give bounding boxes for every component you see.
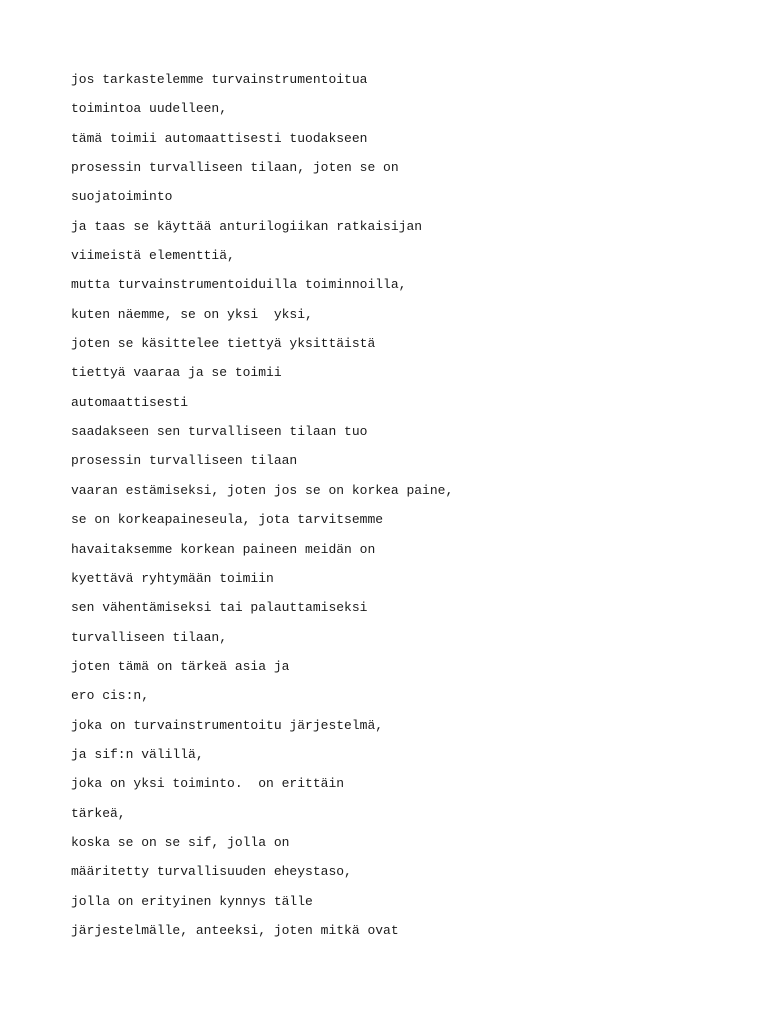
text-line: järjestelmälle, anteeksi, joten mitkä ovat xyxy=(71,922,399,938)
text-line: kyettävä ryhtymään toimiin xyxy=(71,570,274,586)
text-line: havaitaksemme korkean paineen meidän on xyxy=(71,541,376,557)
text-line: se on korkeapaineseula, jota tarvitsemme xyxy=(71,512,384,528)
text-line: määritetty turvallisuuden eheystaso, xyxy=(71,864,352,880)
text-line: prosessin turvalliseen tilaan, joten se on xyxy=(71,160,399,176)
text-line: tämä toimii automaattisesti tuodakseen xyxy=(71,130,368,146)
text-line: vaaran estämiseksi, joten jos se on korkea paine, xyxy=(71,482,454,498)
text-line: kuten näemme, se on yksi yksi, xyxy=(71,306,313,322)
text-line: saadakseen sen turvalliseen tilaan tuo xyxy=(71,424,368,440)
text-line: automaattisesti xyxy=(71,394,189,410)
text-line: jos tarkastelemme turvainstrumentoitua xyxy=(71,72,368,87)
text-line: viimeistä elementtiä, xyxy=(71,248,235,264)
text-line: jolla on erityinen kynnys tälle xyxy=(71,893,313,909)
text-line: koska se on se sif, jolla on xyxy=(71,834,290,850)
text-line: joka on turvainstrumentoitu järjestelmä, xyxy=(71,717,384,733)
text-line: mutta turvainstrumentoiduilla toiminnoilla, xyxy=(71,277,407,293)
text-line: tiettyä vaaraa ja se toimii xyxy=(71,365,282,381)
text-line: tärkeä, xyxy=(71,805,126,821)
text-line: prosessin turvalliseen tilaan xyxy=(71,453,298,469)
text-line: suojatoiminto xyxy=(71,189,173,205)
text-line: joka on yksi toiminto. on erittäin xyxy=(71,776,345,792)
text-line: joten tämä on tärkeä asia ja xyxy=(71,658,290,674)
text-line: ja taas se käyttää anturilogiikan ratkaisijan xyxy=(71,218,423,234)
text-line: toimintoa uudelleen, xyxy=(71,101,228,117)
text-line: ja sif:n välillä, xyxy=(71,746,204,762)
text-line: turvalliseen tilaan, xyxy=(71,629,228,645)
text-line: sen vähentämiseksi tai palauttamiseksi xyxy=(71,600,368,616)
text-line: ero cis:n, xyxy=(71,688,150,704)
transcript-text xyxy=(71,67,731,947)
text-line: joten se käsittelee tiettyä yksittäistä xyxy=(71,336,376,352)
